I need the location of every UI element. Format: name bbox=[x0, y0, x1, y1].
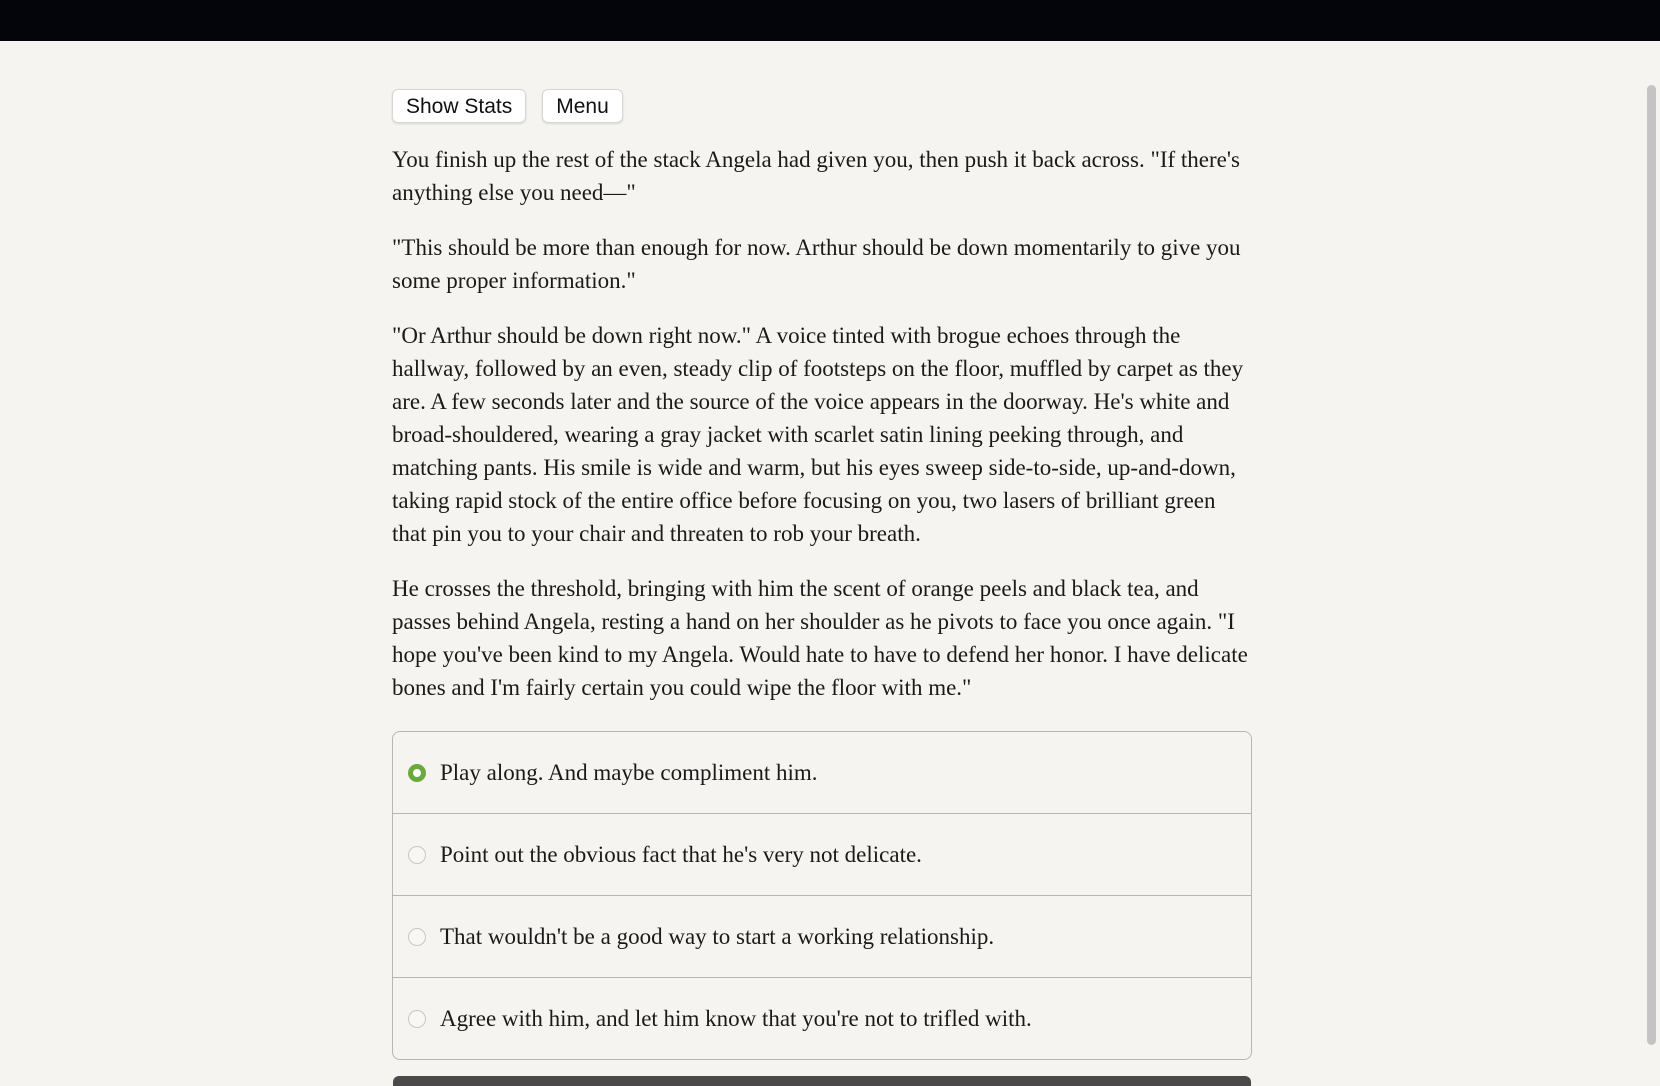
menu-button[interactable]: Menu bbox=[542, 89, 623, 123]
choice-option-3[interactable] bbox=[393, 895, 1251, 977]
radio-icon[interactable] bbox=[408, 928, 426, 946]
choice-option-2[interactable] bbox=[393, 813, 1251, 895]
window-top-bar bbox=[0, 0, 1660, 41]
choice-label: That wouldn't be a good way to start a working relationship. bbox=[440, 923, 995, 949]
story-text bbox=[392, 143, 1252, 704]
choice-label: Agree with him, and let him know that you're not to trifled with. bbox=[440, 1005, 1032, 1031]
choice-label: Play along. And maybe compliment him. bbox=[440, 759, 818, 785]
show-stats-button[interactable]: Show Stats bbox=[392, 89, 526, 123]
story-paragraph: He crosses the threshold, bringing with him the scent of orange peels and black tea, and passes behind Angela, resting a hand on her shoulder as he pivots to face you once again. "I hope you've been kind to my Angela. Would hate to have to defend her honor. I have delicate bones and I'm fairly certain you could wipe the floor with me." bbox=[392, 576, 1248, 700]
radio-selected-icon[interactable] bbox=[408, 764, 426, 782]
scrollbar-thumb[interactable] bbox=[1647, 85, 1656, 1045]
game-content bbox=[392, 89, 1252, 1060]
scrollbar[interactable] bbox=[1642, 41, 1660, 1080]
choice-option-1[interactable] bbox=[393, 732, 1251, 813]
choice-label: Point out the obvious fact that he's very not delicate. bbox=[440, 841, 922, 867]
choice-option-4[interactable] bbox=[393, 977, 1251, 1059]
next-button[interactable] bbox=[393, 1076, 1251, 1086]
choice-list bbox=[392, 731, 1252, 1060]
story-paragraph: You finish up the rest of the stack Angela had given you, then push it back across. "If there's anything else you need—" bbox=[392, 147, 1240, 205]
radio-icon[interactable] bbox=[408, 1010, 426, 1028]
radio-icon[interactable] bbox=[408, 846, 426, 864]
story-paragraph: "Or Arthur should be down right now." A voice tinted with brogue echoes through the hallway, followed by an even, steady clip of footsteps on the floor, muffled by carpet as they are. A few seconds later and the source of the voice appears in the doorway. He's white and broad-shouldered, wearing a gray jacket with scarlet satin lining peeking through, and matching pants. His smile is wide and warm, but his eyes sweep side-to-side, up-and-down, taking rapid stock of the entire office before focusing on you, two lasers of brilliant green that pin you to your chair and threaten to rob your breath. bbox=[392, 323, 1244, 546]
story-paragraph: "This should be more than enough for now. Arthur should be down momentarily to give you some proper information." bbox=[392, 235, 1241, 293]
toolbar bbox=[392, 89, 1252, 123]
